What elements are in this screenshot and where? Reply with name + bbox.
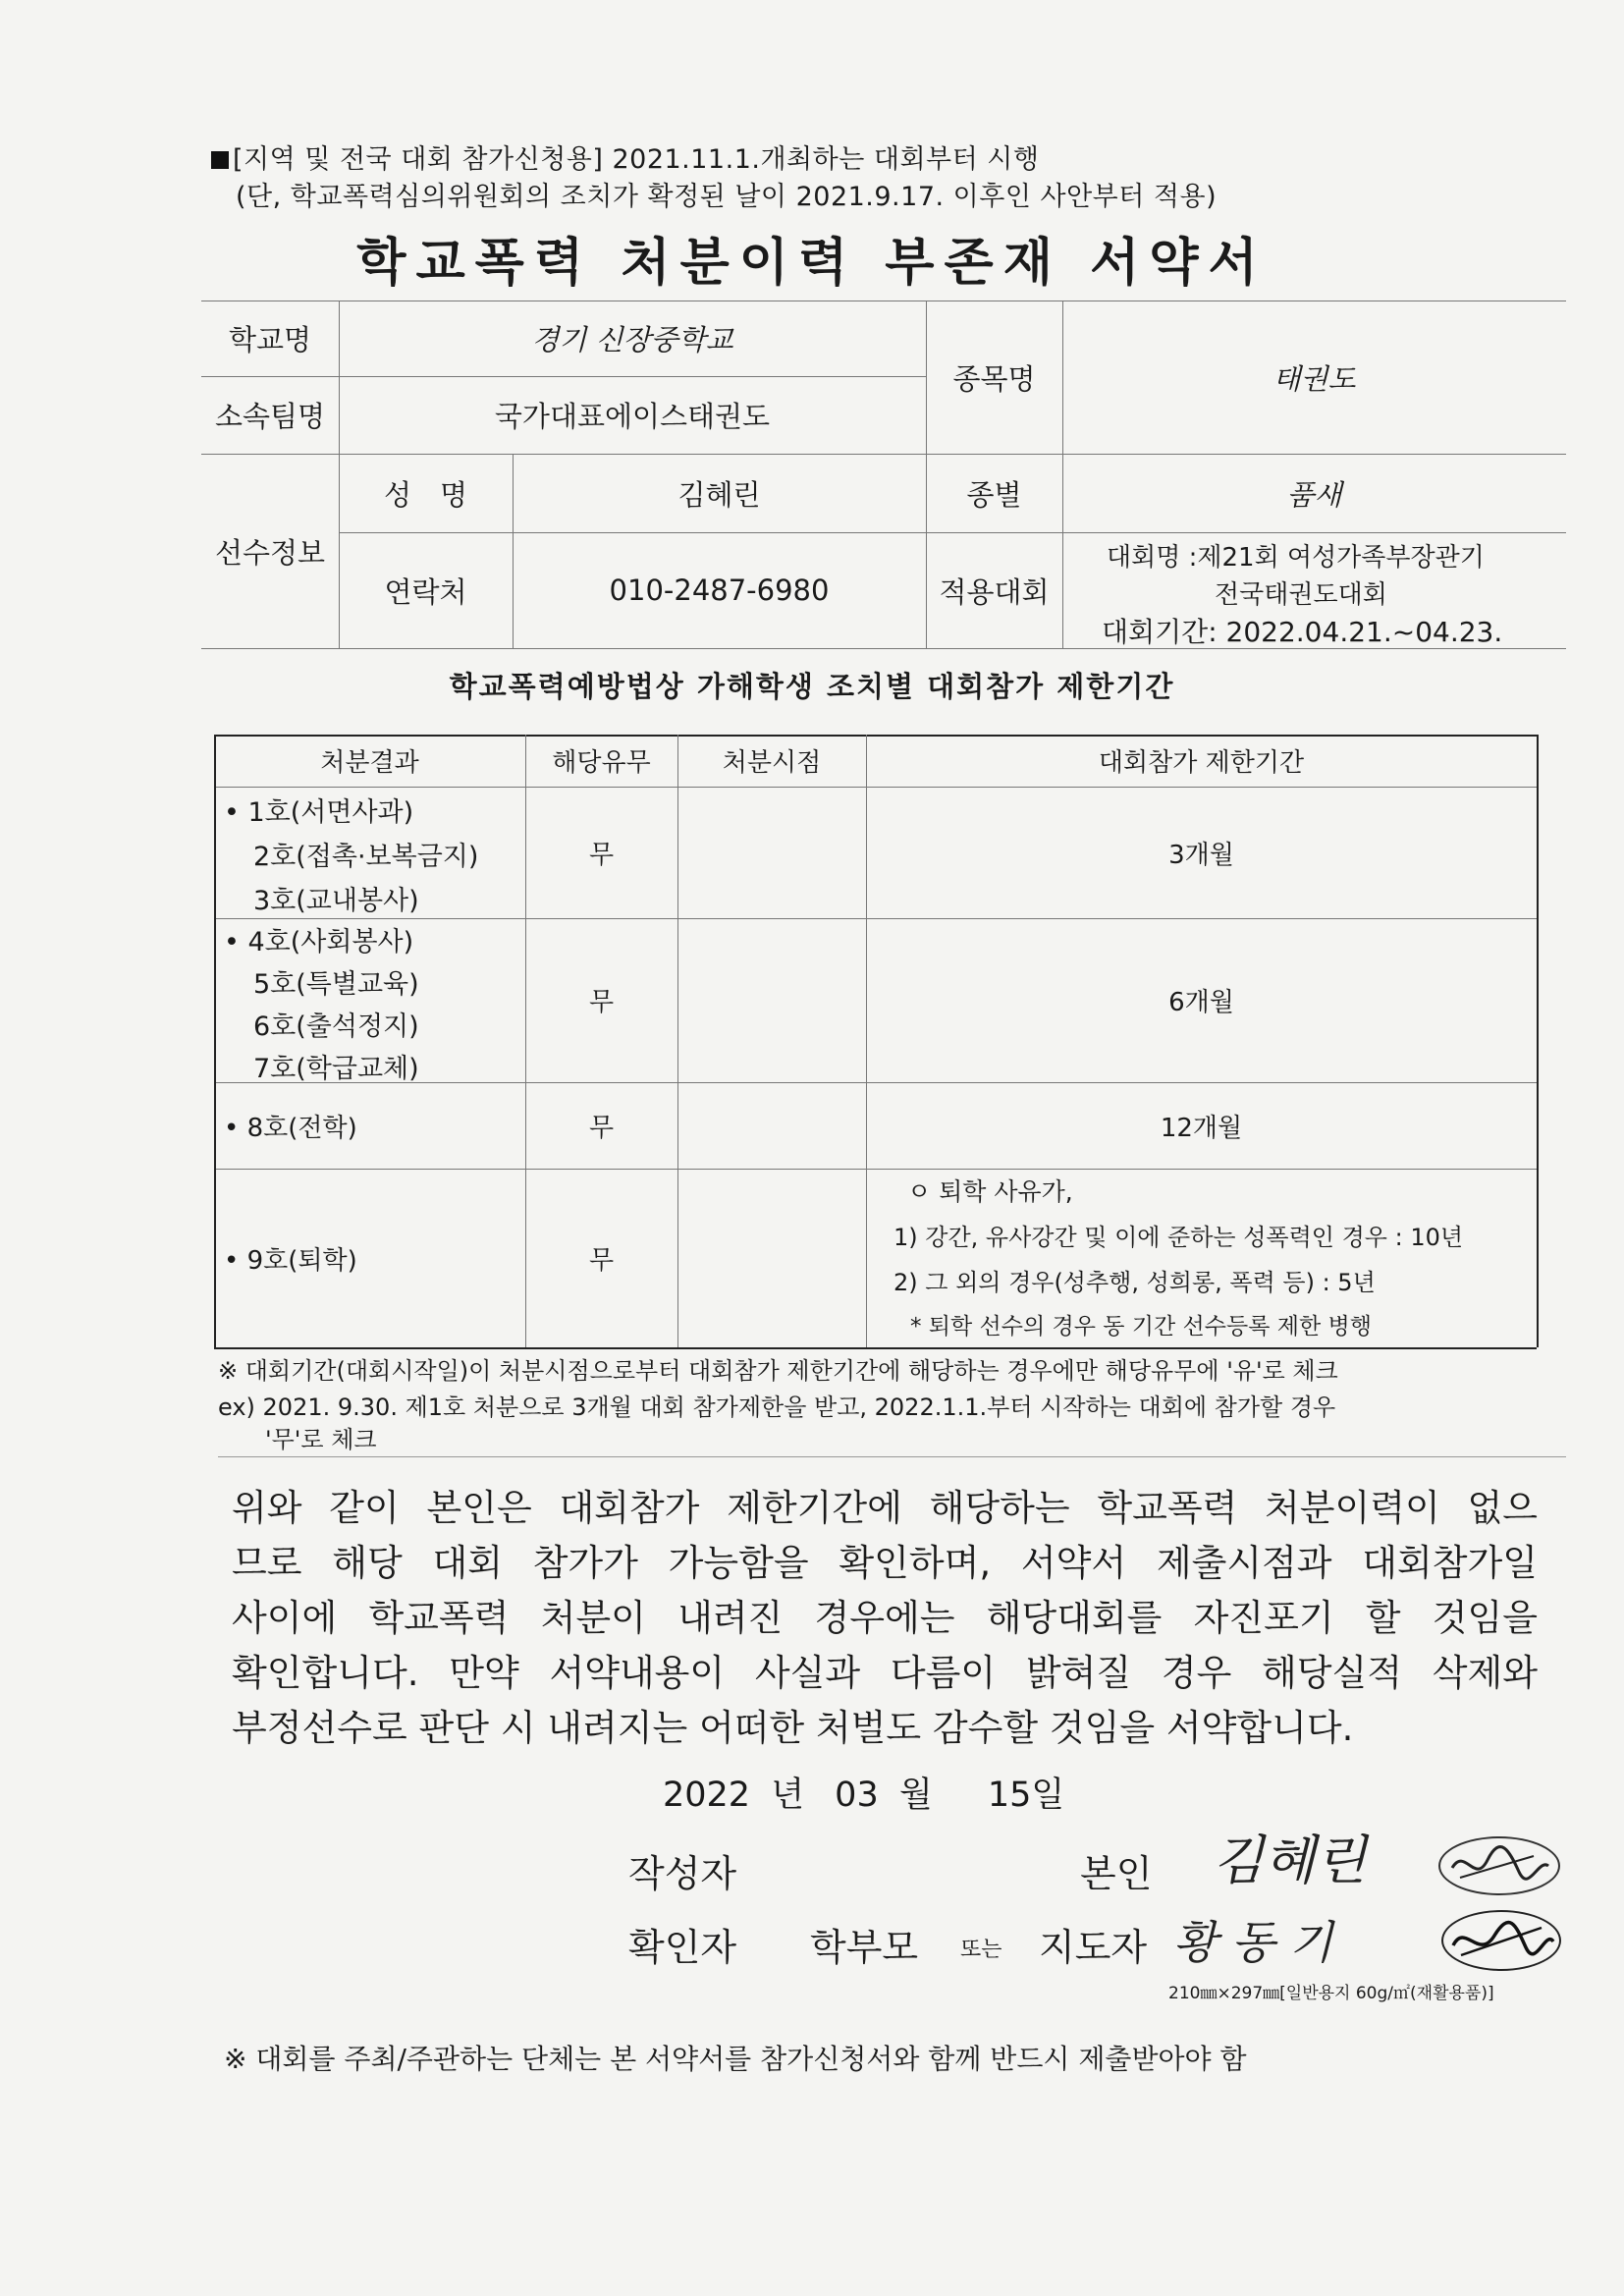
event-value: 태권도 bbox=[1272, 361, 1356, 396]
row2-time bbox=[677, 918, 866, 1082]
row4-period-line3: 2) 그 외의 경우(성추행, 성희롱, 폭력 등) : 5년 bbox=[893, 1269, 1376, 1296]
notice-line-2: (단, 학교폭력심의위원회의 조치가 확정된 날이 2021.9.17. 이후인 사안부터 적용) bbox=[236, 182, 1218, 212]
pledge-line-1: 위와 같이 본인은 대회참가 제한기간에 해당하는 학교폭력 처분이력이 없으 bbox=[232, 1487, 1538, 1529]
header-result: 처분결과 bbox=[320, 748, 419, 778]
paper-spec: 210㎜×297㎜[일반용지 60g/㎡(재활용품)] bbox=[1168, 1984, 1494, 2003]
event-label: 종목명 bbox=[952, 361, 1036, 396]
notes-divider bbox=[218, 1456, 1566, 1457]
row2-line2: 5호(특별교육) bbox=[253, 969, 419, 1000]
row3-line1: • 8호(전학) bbox=[224, 1113, 357, 1143]
category-label: 종별 bbox=[966, 477, 1022, 512]
name-label: 성 명 bbox=[383, 477, 468, 512]
row4-applicable: 무 bbox=[588, 1245, 615, 1276]
date-month: 03 bbox=[835, 1776, 879, 1815]
table-border-bottom bbox=[214, 1347, 1537, 1349]
table-border-right bbox=[1537, 735, 1539, 1347]
pledge-line-5: 부정선수로 판단 시 내려지는 어떠한 처벌도 감수할 것임을 서약합니다. bbox=[232, 1707, 1354, 1749]
row2-applicable: 무 bbox=[588, 988, 615, 1017]
coach-stamp-signature bbox=[1441, 1910, 1561, 1971]
notice-line-1 bbox=[211, 137, 1039, 176]
header-applicable: 해당유무 bbox=[552, 748, 651, 778]
note-3: '무'로 체크 bbox=[265, 1426, 377, 1453]
row1-applicable: 무 bbox=[588, 840, 615, 870]
author-label: 작성자 bbox=[628, 1852, 737, 1895]
apply-event-name-cont: 전국태권도대회 bbox=[1215, 580, 1387, 610]
row1-period: 3개월 bbox=[1168, 840, 1234, 870]
note-1: ※ 대회기간(대회시작일)이 처분시점으로부터 대회참가 제한기간에 해당하는 경우에만 해당유무에 '유'로 체크 bbox=[218, 1357, 1338, 1385]
row2-period: 6개월 bbox=[1168, 988, 1234, 1017]
row3-applicable: 무 bbox=[588, 1113, 615, 1143]
pledge-date bbox=[663, 1768, 1064, 1817]
pledge-line-4: 확인합니다. 만약 서약내용이 사실과 다름이 밝혀질 경우 해당실적 삭제와 bbox=[232, 1652, 1538, 1694]
row3-time bbox=[677, 1082, 866, 1169]
scribble-signature-icon bbox=[1440, 1838, 1558, 1893]
self-label: 본인 bbox=[1080, 1852, 1153, 1895]
apply-label: 적용대회 bbox=[939, 574, 1050, 609]
date-year: 2022 bbox=[663, 1776, 751, 1815]
apply-event-period: 대회기간: 2022.04.21.~04.23. bbox=[1102, 616, 1503, 648]
self-stamp-signature bbox=[1438, 1836, 1560, 1895]
row1-line3: 3호(교내봉사) bbox=[253, 886, 419, 916]
date-month-unit: 월 bbox=[898, 1776, 933, 1815]
row2-line1: • 4호(사회봉사) bbox=[224, 927, 414, 957]
coach-label: 지도자 bbox=[1039, 1926, 1148, 1969]
row1-line2: 2호(접촉·보복금지) bbox=[253, 842, 479, 872]
pledge-line-2: 므로 해당 대회 참가가 가능함을 확인하며, 서약서 제출시점과 대회참가일 bbox=[232, 1542, 1538, 1584]
apply-event-name: 대회명 :제21회 여성가족부장관기 bbox=[1107, 543, 1485, 573]
contact-label: 연락처 bbox=[384, 574, 467, 609]
row4-period-line2: 1) 강간, 유사강간 및 이에 준하는 성폭력인 경우 : 10년 bbox=[893, 1224, 1464, 1251]
notice-line-1-text: [지역 및 전국 대회 참가신청용] 2021.11.1.개최하는 대회부터 시행 bbox=[233, 144, 1040, 175]
date-day: 15일 bbox=[987, 1776, 1065, 1815]
section-subtitle: 학교폭력예방법상 가해학생 조치별 대회참가 제한기간 bbox=[449, 670, 1175, 703]
school-value: 경기 신장중학교 bbox=[531, 323, 733, 356]
row4-line1: • 9호(퇴학) bbox=[224, 1245, 357, 1276]
date-year-unit: 년 bbox=[771, 1776, 805, 1815]
team-value: 국가대표에이스태권도 bbox=[494, 400, 771, 433]
coach-handwritten-signature: 황 동 기 bbox=[1173, 1916, 1333, 1969]
confirmer-label: 확인자 bbox=[628, 1926, 737, 1969]
team-label: 소속팀명 bbox=[214, 400, 326, 433]
row1-time bbox=[677, 787, 866, 918]
row4-period-line4: * 퇴학 선수의 경우 동 기간 선수등록 제한 병행 bbox=[910, 1314, 1372, 1339]
category-value: 품새 bbox=[1286, 477, 1342, 512]
contact-value: 010-2487-6980 bbox=[609, 574, 830, 607]
parent-label: 학부모 bbox=[810, 1926, 919, 1969]
pledge-line-3: 사이에 학교폭력 처분이 내려진 경우에는 해당대회를 자진포기 할 것임을 bbox=[232, 1597, 1538, 1639]
row4-time bbox=[677, 1169, 866, 1347]
row2-line4: 7호(학급교체) bbox=[253, 1054, 419, 1084]
or-label: 또는 bbox=[960, 1938, 1002, 1962]
header-period: 대회참가 제한기간 bbox=[1098, 748, 1305, 778]
row1-line1: • 1호(서면사과) bbox=[224, 797, 414, 828]
square-bullet-icon bbox=[211, 151, 229, 169]
table-border-left bbox=[214, 735, 216, 1347]
row4-period-line1: ㅇ 퇴학 사유가, bbox=[907, 1177, 1073, 1206]
row3-period: 12개월 bbox=[1160, 1113, 1243, 1143]
row2-line3: 6호(출석정지) bbox=[253, 1011, 419, 1042]
row4-period bbox=[866, 1169, 1537, 1347]
school-label: 학교명 bbox=[228, 323, 312, 356]
self-handwritten-signature: 김혜린 bbox=[1213, 1830, 1367, 1891]
apply-value bbox=[1062, 535, 1566, 648]
header-time: 처분시점 bbox=[722, 748, 822, 778]
footer-note: ※ 대회를 주최/주관하는 단체는 본 서약서를 참가신청서와 함께 반드시 제출받아야 함 bbox=[224, 2043, 1247, 2075]
note-2: ex) 2021. 9.30. 제1호 처분으로 3개월 대회 참가제한을 받고, 2022.1.1.부터 시작하는 대회에 참가할 경우 bbox=[218, 1394, 1336, 1421]
page-title: 학교폭력 처분이력 부존재 서약서 bbox=[356, 234, 1268, 293]
scribble-signature-icon bbox=[1443, 1912, 1559, 1969]
player-info-label: 선수정보 bbox=[214, 535, 326, 570]
name-value: 김혜린 bbox=[677, 477, 761, 512]
